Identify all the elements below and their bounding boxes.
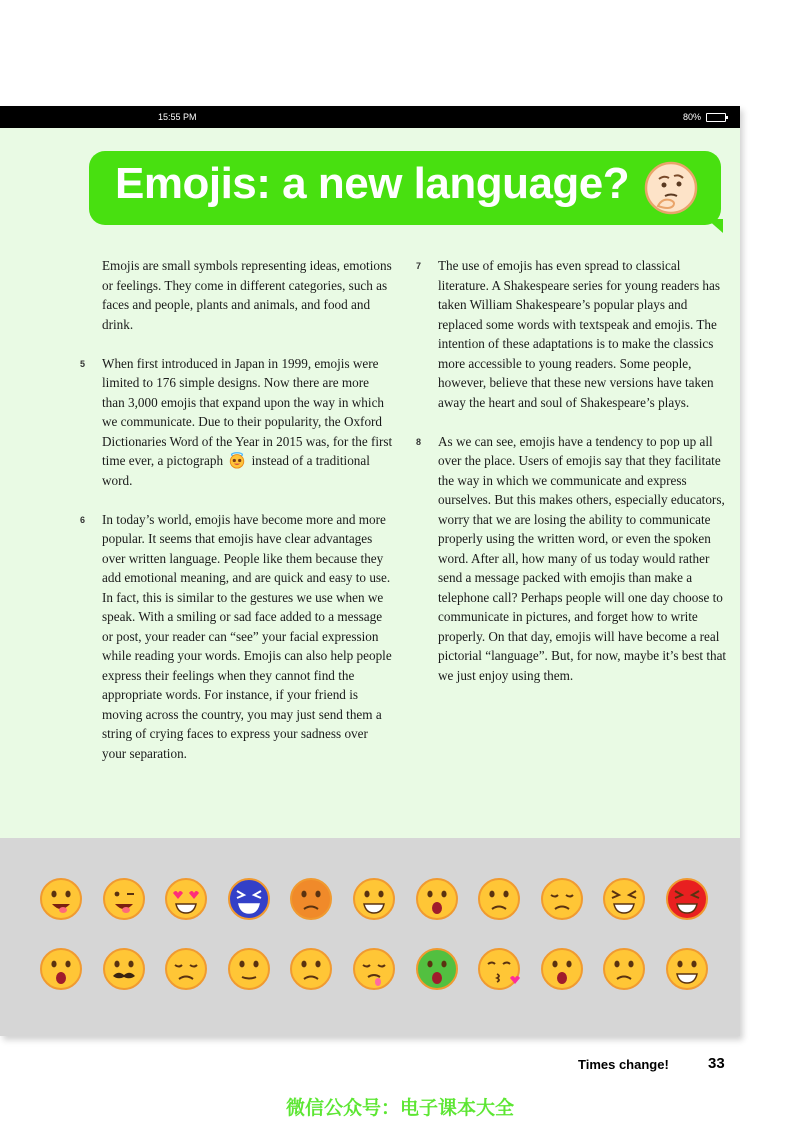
paragraph-5: 5 When first introduced in Japan in 1999, emojis were limited to 176 simple designs. Now there are more than 3,000 emojis that expand upon the way in which we communicate. Due to their popularity, the Oxford Dictionaries Word of the Year in 2015 was, for the first time ever, a pictograph instead of a traditional word. — [80, 355, 393, 488]
paragraph-intro: Emojis are small symbols representing ideas, emotions or feelings. They come in different categories, such as faces and people, plants and animals, and food and drink. — [102, 258, 392, 332]
pleading-face-icon — [539, 876, 585, 922]
dizzy-face-icon — [38, 876, 84, 922]
frowning-face-icon — [476, 876, 522, 922]
nauseated-face-icon — [414, 946, 460, 992]
title-bubble — [89, 151, 721, 225]
worried-face-icon — [288, 946, 334, 992]
tablet-screen — [0, 106, 740, 1036]
battery-icon — [706, 113, 726, 122]
heart-eyes-face-icon — [163, 876, 209, 922]
emoji-row-1 — [38, 876, 718, 926]
paragraph-6: 6 In today’s world, emojis have become more and more popular. It seems that emojis have clear advantages over written language. People like them because they add emotional meaning, and are quick and easy to use. In fact, this is similar to the gestures we use when we speak. With a smiling or sad face added to a message or post, your reader can “see” your facial expression while reading your words. Emojis can also help people express their feelings when they cannot find the appropriate words. For instance, if your friend is moving across the country, you may just send them a string of crying faces to express your sadness over your separation. — [80, 511, 392, 761]
paragraph-number: 5 — [80, 358, 86, 369]
paragraph-number: 6 — [80, 514, 86, 525]
grimacing-face-icon — [351, 876, 397, 922]
paragraph-8: 8 As we can see, emojis have a tendency to pop up all over the place. Users of emojis say that they facilitate the way in which we communicate and express ourselves. But this makes others, especially educators, worry that we are losing the ability to communicate properly using the written word, or even the spoken word. After all, how many of us today would rather send a message packed with emojis than make a telephone call? Perhaps people will one day choose to communicate in pictures, and forget how to write properly. On that day, emojis will have become a real pictorial “language”. But, for now, maybe it’s best that we just enjoy using them. — [416, 433, 727, 683]
winking-tongue-face-icon — [101, 876, 147, 922]
angry-red-face-icon — [664, 876, 710, 922]
thinking-face-icon — [643, 160, 699, 216]
paragraph-number: 8 — [416, 436, 422, 447]
anxious-sweat-face-icon — [539, 946, 585, 992]
sad-face-icon — [601, 946, 647, 992]
pouting-face-icon — [288, 876, 334, 922]
laughing-face-icon — [664, 946, 710, 992]
screaming-face-icon — [414, 876, 460, 922]
drooling-face-icon — [351, 946, 397, 992]
mustache-face-icon — [101, 946, 147, 992]
battery-percent: 80% — [682, 112, 701, 122]
paragraph-7: 7 The use of emojis has even spread to classical literature. A Shakespeare series for young readers has taken William Shakespeare’s popular plays and replaced some words with textspeak and emojis. The intention of these adaptations is to make the classics more accessible to young readers. Some people, however, believe that these new versions have taken away the heart and soul of Shakespeare’s plays. — [416, 258, 720, 410]
angry-devil-face-icon — [226, 876, 272, 922]
smiling-face-with-halo-icon — [228, 451, 246, 469]
persevering-face-icon — [601, 876, 647, 922]
kissing-heart-face-icon — [476, 946, 522, 992]
page-title: Emojis: a new language? — [115, 159, 630, 208]
surprised-face-icon — [38, 946, 84, 992]
status-bar — [0, 106, 740, 128]
emoji-strip — [0, 838, 740, 1036]
status-time: 15:55 PM — [158, 112, 197, 122]
neutral-face-icon — [226, 946, 272, 992]
right-column — [416, 256, 730, 705]
crying-face-icon — [163, 946, 209, 992]
page-number: 33 — [708, 1055, 725, 1072]
emoji-row-2 — [38, 946, 718, 996]
left-column — [80, 256, 394, 783]
footer-unit-title: Times change! — [578, 1057, 669, 1072]
paragraph-number: 7 — [416, 261, 422, 271]
status-battery — [683, 112, 726, 122]
wechat-footer: 微信公众号：电子课本大全 — [285, 1097, 514, 1119]
